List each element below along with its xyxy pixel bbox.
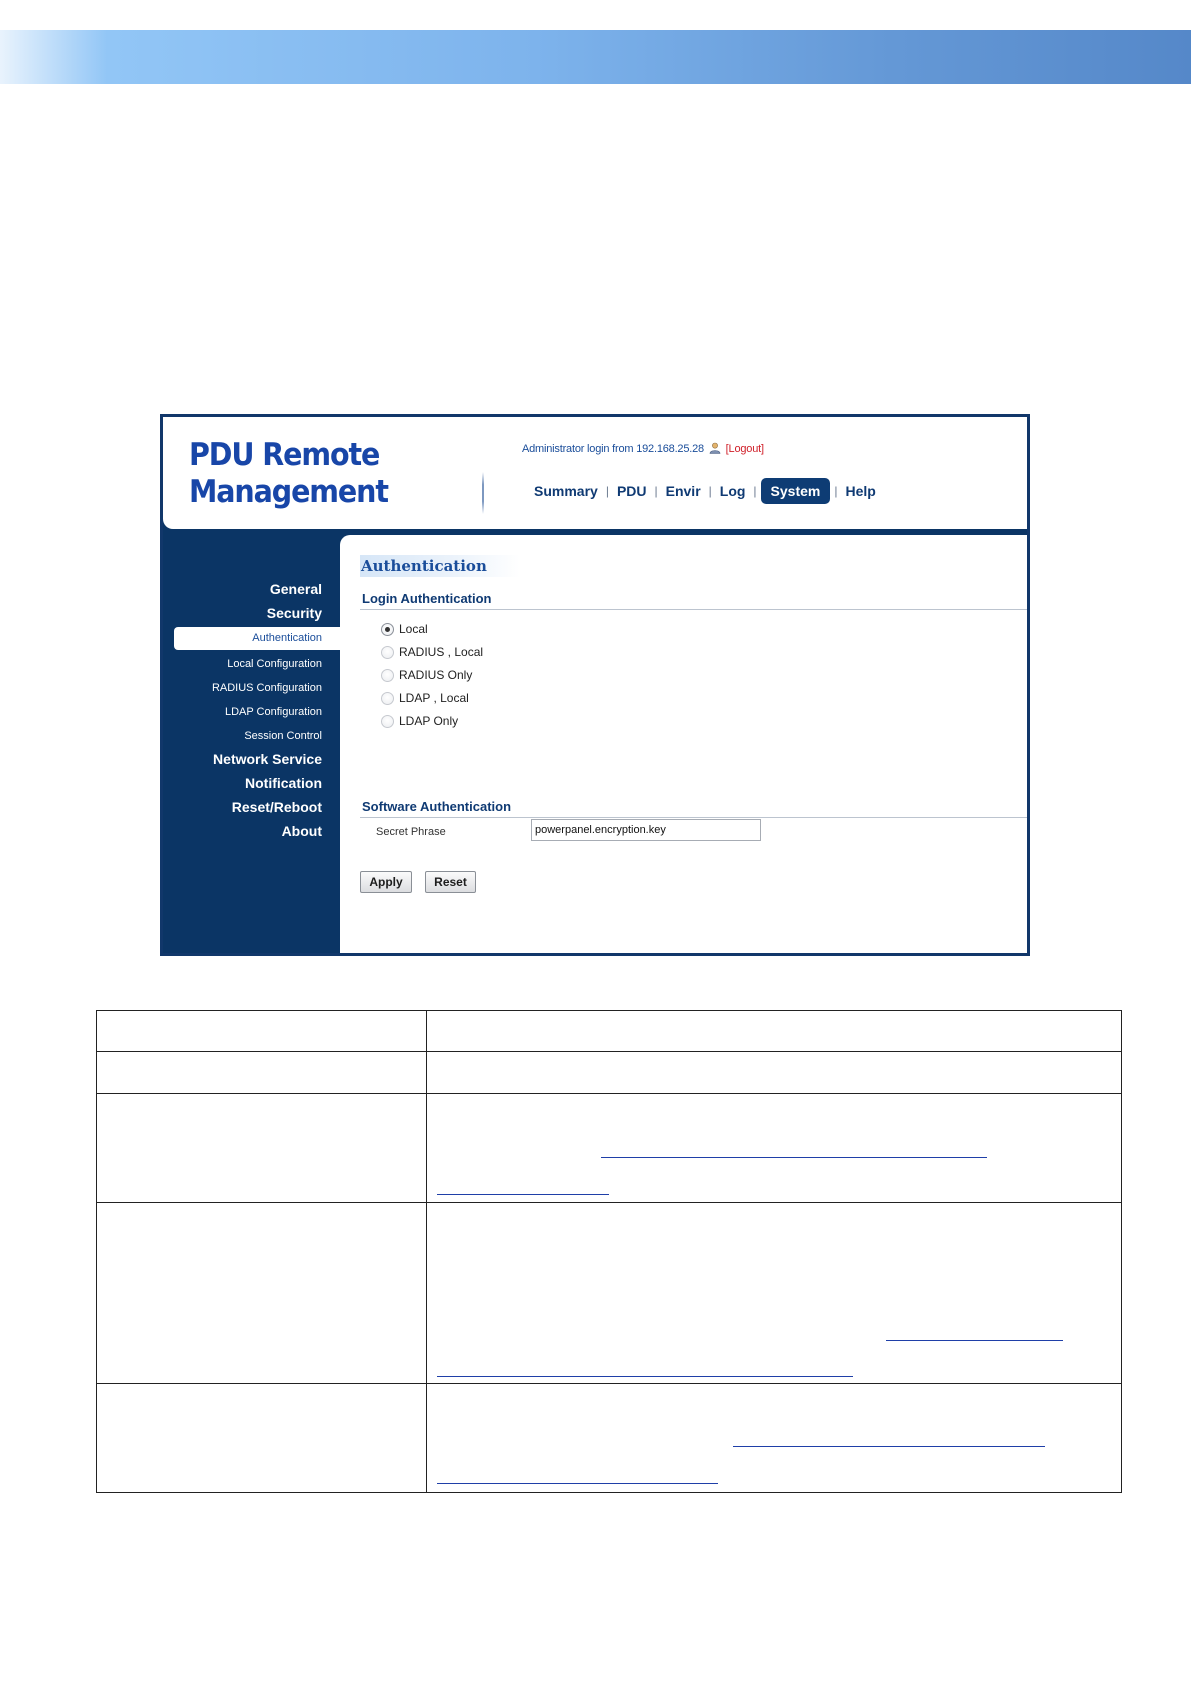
header-divider — [482, 472, 484, 514]
table-row — [97, 1094, 1122, 1203]
sidebar-item-security[interactable]: Security — [266, 605, 322, 621]
radio-button[interactable] — [381, 715, 394, 728]
radio-label: LDAP , Local — [399, 691, 469, 705]
secret-phrase-label: Secret Phrase — [376, 826, 446, 838]
link-underline[interactable] — [601, 1157, 987, 1158]
apply-button[interactable]: Apply — [360, 871, 412, 893]
radio-label: LDAP Only — [399, 714, 459, 728]
table-cell — [97, 1203, 427, 1384]
radio-label: Local — [399, 622, 428, 636]
table-row — [97, 1384, 1122, 1493]
link-underline[interactable] — [733, 1446, 1045, 1447]
nav-separator: | — [834, 484, 838, 498]
nav-help[interactable]: Help — [845, 483, 876, 499]
table-cell — [427, 1052, 1122, 1094]
nav-system[interactable]: System — [761, 478, 831, 504]
app-header — [163, 417, 1027, 529]
login-text: Administrator login from 192.168.25.28 — [522, 443, 704, 455]
radio-label: RADIUS Only — [399, 668, 473, 682]
software-auth-title: Software Authentication — [362, 799, 512, 814]
sidebar-item-reset-reboot[interactable]: Reset/Reboot — [231, 799, 322, 815]
nav-log[interactable]: Log — [719, 483, 746, 499]
sidebar-item-authentication[interactable]: Authentication — [174, 627, 340, 650]
page-header-band — [0, 30, 1191, 84]
table-cell — [97, 1052, 427, 1094]
user-icon — [709, 442, 721, 454]
sidebar-item-session-control[interactable]: Session Control — [244, 730, 322, 742]
table-cell — [427, 1094, 1122, 1203]
login-auth-title: Login Authentication — [362, 591, 492, 606]
sidebar — [163, 529, 340, 956]
description-table — [96, 1010, 1122, 1493]
table-cell — [427, 1384, 1122, 1493]
table-row — [97, 1052, 1122, 1094]
radio-option-radius-local[interactable] — [381, 643, 483, 661]
link-underline[interactable] — [886, 1340, 1063, 1341]
sidebar-item-about[interactable]: About — [281, 823, 322, 839]
nav-summary[interactable]: Summary — [534, 483, 598, 499]
sidebar-item-general[interactable]: General — [269, 581, 322, 597]
nav-pdu[interactable]: PDU — [616, 483, 647, 499]
radio-option-ldap-local[interactable] — [381, 689, 469, 707]
table-cell — [97, 1384, 427, 1493]
reset-button[interactable]: Reset — [425, 871, 476, 893]
radio-option-radius-only[interactable] — [381, 666, 472, 684]
nav-separator: | — [654, 484, 658, 498]
logout-link[interactable]: [Logout] — [725, 443, 764, 455]
main-nav — [528, 477, 882, 505]
logo-line-2: Management — [189, 474, 388, 510]
radio-button[interactable] — [381, 669, 394, 682]
radio-button[interactable] — [381, 646, 394, 659]
link-underline[interactable] — [437, 1376, 853, 1377]
sidebar-item-ldap-configuration[interactable]: LDAP Configuration — [224, 706, 322, 718]
secret-phrase-input[interactable] — [531, 819, 761, 841]
page-title: Authentication — [360, 555, 520, 577]
table-cell — [97, 1094, 427, 1203]
login-info — [522, 442, 764, 455]
radio-button[interactable] — [381, 692, 394, 705]
nav-separator: | — [708, 484, 712, 498]
radio-option-local[interactable] — [381, 620, 428, 638]
nav-separator: | — [605, 484, 609, 498]
nav-envir[interactable]: Envir — [665, 483, 701, 499]
content-panel — [340, 535, 1028, 956]
sidebar-item-notification[interactable]: Notification — [245, 775, 322, 791]
section-divider — [360, 817, 1028, 818]
link-underline[interactable] — [437, 1483, 718, 1484]
table-cell — [427, 1011, 1122, 1052]
screenshot-frame — [160, 414, 1030, 956]
section-divider — [360, 609, 1028, 610]
logo-line-1: PDU Remote — [189, 437, 380, 473]
table-row — [97, 1011, 1122, 1052]
radio-button-checked[interactable] — [381, 623, 394, 636]
radio-option-ldap-only[interactable] — [381, 712, 458, 730]
table-row — [97, 1203, 1122, 1384]
sidebar-item-network-service[interactable]: Network Service — [213, 751, 322, 767]
sidebar-item-local-configuration[interactable]: Local Configuration — [227, 658, 322, 670]
nav-separator: | — [753, 484, 757, 498]
radio-label: RADIUS , Local — [399, 645, 484, 659]
table-cell — [427, 1203, 1122, 1384]
table-cell — [97, 1011, 427, 1052]
link-underline[interactable] — [437, 1194, 609, 1195]
sidebar-item-radius-configuration[interactable]: RADIUS Configuration — [211, 682, 322, 694]
